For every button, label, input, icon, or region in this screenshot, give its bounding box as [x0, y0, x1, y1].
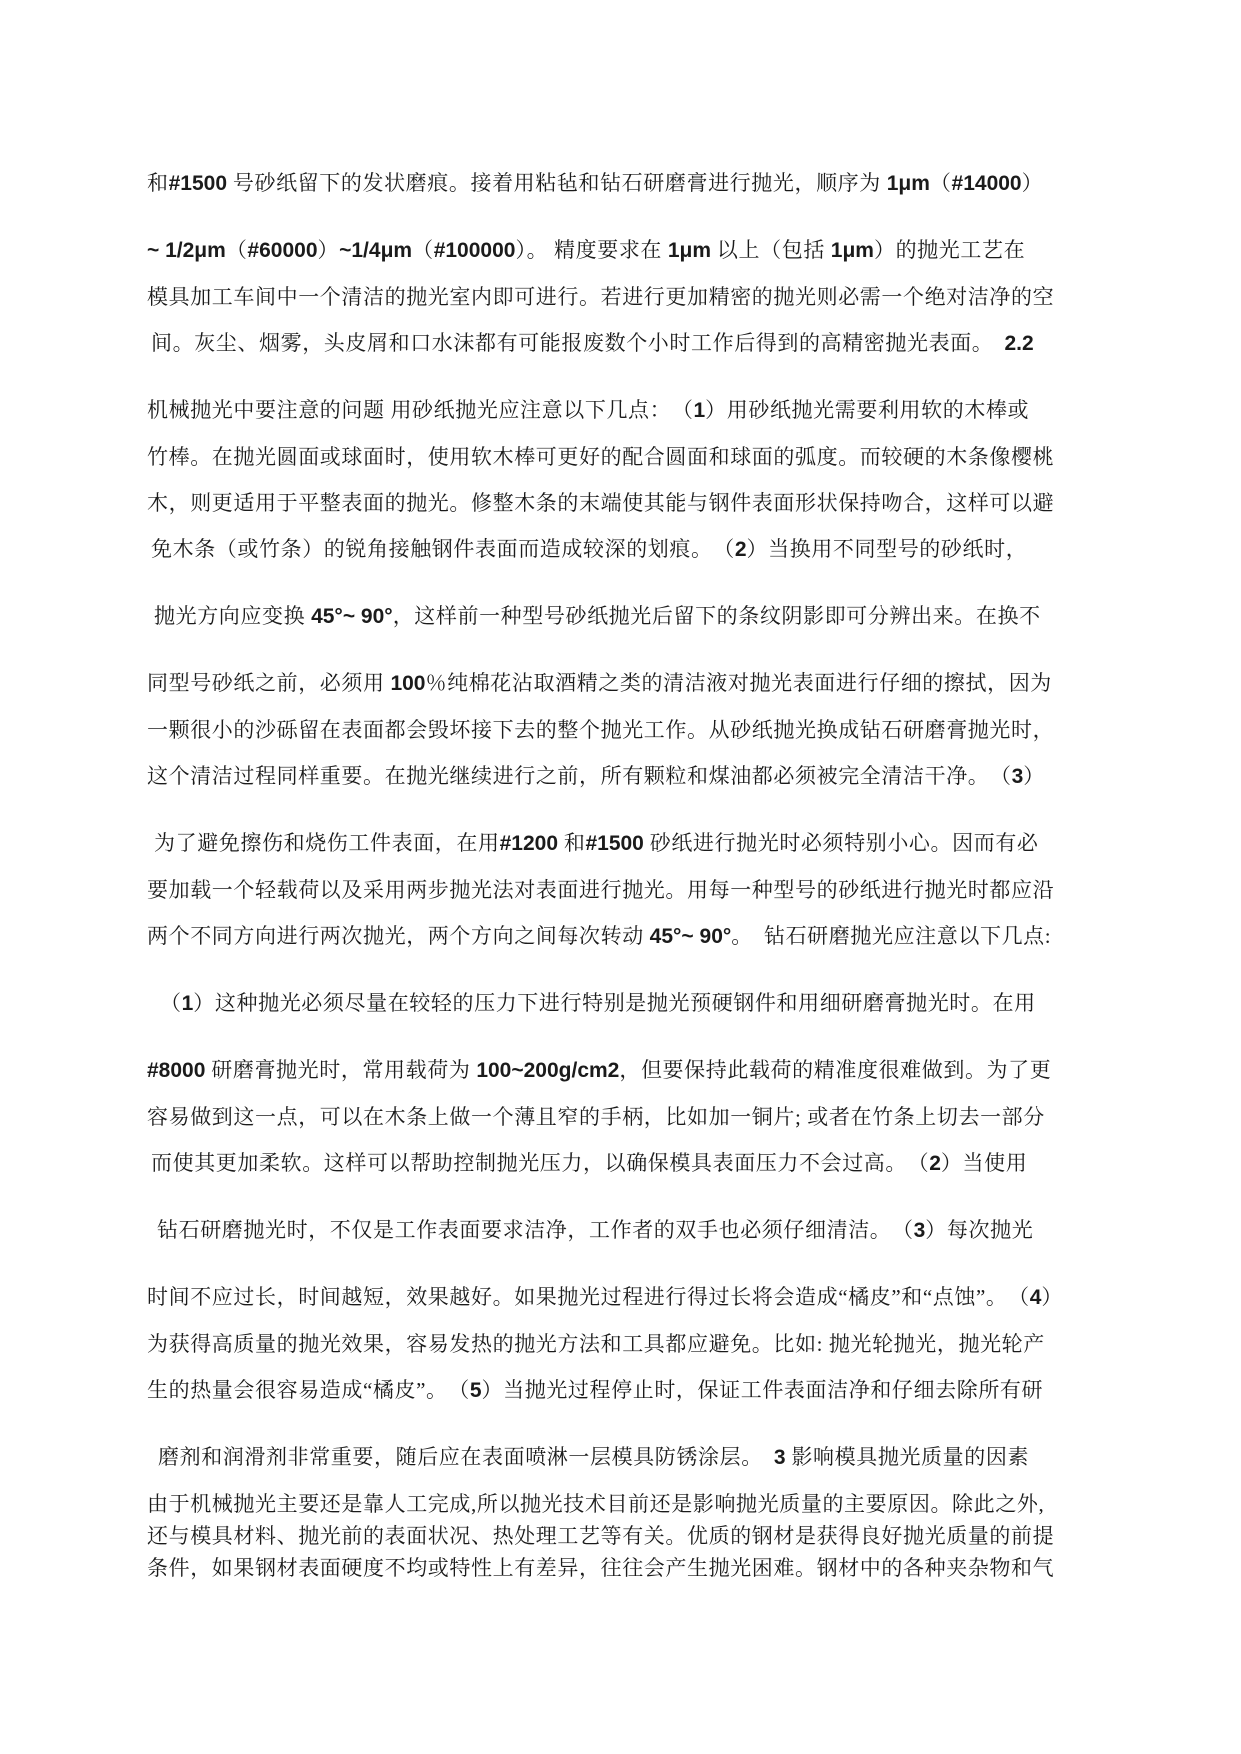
text-segment: ）当使用: [940, 1151, 1028, 1175]
text-segment-number: 3: [1011, 765, 1024, 788]
text-line: [147, 668, 1067, 699]
text-segment: （: [160, 991, 182, 1015]
text-line: [147, 1329, 1067, 1359]
text-line: [147, 921, 1067, 952]
text-segment-number: 2: [929, 1152, 941, 1175]
text-segment: 这个清洁过程同样重要。在抛光继续进行之前，所有颗粒和煤油都必须被完全清洁干净。 （: [147, 764, 1012, 788]
text-line: [147, 1148, 1067, 1179]
text-segment-number: 1: [693, 399, 706, 422]
text-segment: 号砂纸留下的发状磨痕。接着用粘毡和钻石研磨膏进行抛光，顺序为: [227, 171, 887, 195]
text-segment: 机械抛光中要注意的问题 用砂纸抛光应注意以下几点： （: [147, 398, 694, 422]
text-segment: 以上（包括: [711, 238, 831, 262]
text-line: [147, 875, 1067, 905]
text-segment-number: #14000: [951, 172, 1022, 195]
text-line: [147, 168, 1067, 199]
text-segment-number: 3: [913, 1219, 926, 1242]
text-line: [147, 988, 1067, 1019]
text-segment: 研磨膏抛光时，常用载荷为: [205, 1058, 477, 1082]
text-line: [147, 1055, 1067, 1086]
text-line: [147, 1282, 1067, 1313]
text-segment-number: 1μm: [667, 239, 712, 262]
text-segment: ）这种抛光必须尽量在较轻的压力下进行特别是抛光预硬钢件和用细研磨膏抛光时。在用: [193, 991, 1036, 1015]
text-segment: 免木条（或竹条）的锐角接触钢件表面而造成较深的划痕。 （: [151, 537, 735, 561]
text-segment: 生的热量会很容易造成“橘皮”。 （: [147, 1378, 470, 1402]
text-segment: 而使其更加柔软。这样可以帮助控制抛光压力，以确保模具表面压力不会过高。 （: [151, 1151, 930, 1175]
text-line: [147, 282, 1067, 312]
text-line: [147, 715, 1067, 745]
text-segment: 间。灰尘、烟雾，头皮屑和口水沫都有可能报废数个小时工作后得到的高精密抛光表面。: [151, 331, 1005, 355]
text-line: [147, 1489, 1067, 1519]
text-segment: ，这样前一种型号砂纸抛光后留下的条纹阴影即可分辨出来。在换不: [392, 604, 1041, 628]
text-segment: 为获得高质量的抛光效果，容易发热的抛光方法和工具都应避免。比如: 抛光轮抛光，抛光轮产: [147, 1332, 1045, 1356]
text-segment: ）每次抛光: [925, 1218, 1034, 1242]
text-segment: 为了避免擦伤和烧伤工件表面，在用: [154, 831, 500, 855]
text-segment: 钻石研磨抛光时，不仅是工作表面要求洁净，工作者的双手也必须仔细清洁。 （: [157, 1218, 914, 1242]
text-line: [147, 1442, 1067, 1473]
text-segment-number: 4: [1029, 1286, 1042, 1309]
text-segment: ）: [1041, 1285, 1063, 1309]
text-segment: ％纯棉花沾取酒精之类的清洁液对抛光表面进行仔细的擦拭，因为: [425, 671, 1052, 695]
text-segment: 竹棒。在抛光圆面或球面时，使用软木棒可更好的配合圆面和球面的弧度。而较硬的木条像樱桃: [147, 445, 1055, 469]
text-segment-number: 3: [773, 1446, 786, 1469]
text-segment: ，但要保持此载荷的精准度很难做到。为了更: [619, 1058, 1052, 1082]
text-segment: ）当抛光过程停止时，保证工件表面洁净和仔细去除所有研: [481, 1378, 1044, 1402]
text-line: [147, 601, 1067, 632]
text-segment: 时间不应过长，时间越短，效果越好。如果抛光过程进行得过长将会造成“橘皮”和“点蚀”。 （: [147, 1285, 1030, 1309]
text-segment: 砂纸进行抛光时必须特别小心。因而有必: [643, 831, 1039, 855]
text-segment: 。 钻石研磨抛光应注意以下几点:: [731, 924, 1052, 948]
text-line: [147, 1553, 1067, 1583]
text-segment-number: #1500: [168, 172, 228, 195]
text-line: [147, 761, 1067, 792]
text-line: [147, 1102, 1067, 1132]
text-line: [147, 395, 1067, 426]
text-segment-number: 1: [181, 992, 194, 1015]
text-line: [147, 1215, 1067, 1246]
text-segment: ）: [1023, 764, 1045, 788]
text-segment: 一颗很小的沙砾留在表面都会毁坏接下去的整个抛光工作。从砂纸抛光换成钻石研磨膏抛光时，: [147, 718, 1055, 742]
text-line: [147, 235, 1067, 266]
text-segment-number: 1μm: [886, 172, 930, 195]
text-line: [147, 534, 1067, 565]
text-segment: ）用砂纸抛光需要利用软的木棒或: [705, 398, 1030, 422]
text-segment-number: #1200: [499, 832, 559, 855]
text-segment: 由于机械抛光主要还是靠人工完成,所以抛光技术目前还是影响抛光质量的主要原因。除此之外,: [147, 1492, 1045, 1516]
text-segment-number: 100~200g/cm2: [476, 1059, 620, 1082]
document-body: [147, 168, 1067, 1583]
text-segment: 还与模具材料、抛光前的表面状况、热处理工艺等有关。优质的钢材是获得良好抛光质量的前提: [147, 1524, 1055, 1548]
text-segment: （: [412, 238, 434, 262]
text-segment-number: 5: [469, 1379, 482, 1402]
text-segment: ）: [1021, 171, 1044, 195]
text-segment-number: #100000: [433, 239, 516, 262]
text-segment: ）。 精度要求在: [515, 238, 668, 262]
text-segment: 和: [558, 831, 586, 855]
text-line: [147, 828, 1067, 859]
text-segment: 木，则更适用于平整表面的抛光。修整木条的末端使其能与钢件表面形状保持吻合，这样可以避: [147, 491, 1055, 515]
text-line: [147, 488, 1067, 518]
text-segment: 抛光方向应变换: [154, 604, 312, 628]
text-segment: 两个不同方向进行两次抛光，两个方向之间每次转动: [147, 924, 650, 948]
text-segment-number: 1μm: [830, 239, 874, 262]
text-segment: 和: [147, 171, 169, 195]
text-segment: 要加载一个轻载荷以及采用两步抛光法对表面进行抛光。用每一种型号的砂纸进行抛光时都应沿: [147, 878, 1055, 902]
text-segment-number: #8000: [147, 1059, 206, 1082]
text-segment: 条件，如果钢材表面硬度不均或特性上有差异，往往会产生抛光困难。钢材中的各种夹杂物和气: [147, 1556, 1055, 1580]
text-segment: ）: [317, 238, 340, 262]
text-segment-number: #60000: [247, 239, 318, 262]
text-segment: 影响模具抛光质量的因素: [785, 1445, 1030, 1469]
text-line: [147, 1375, 1067, 1406]
text-segment-number: ~ 1/2μm: [147, 239, 226, 262]
text-segment-number: #1500: [585, 832, 644, 855]
text-segment: （: [929, 171, 952, 195]
text-segment: 磨剂和润滑剂非常重要，随后应在表面喷淋一层模具防锈涂层。: [158, 1445, 774, 1469]
text-segment: 模具加工车间中一个清洁的抛光室内即可进行。若进行更加精密的抛光则必需一个绝对洁净的空: [147, 285, 1055, 309]
text-line: [147, 1521, 1067, 1551]
text-segment: 同型号砂纸之前，必须用: [147, 671, 391, 695]
text-segment: ）当换用不同型号的砂纸时，: [746, 537, 1028, 561]
text-segment: （: [225, 238, 248, 262]
text-segment-number: 45°~ 90°: [311, 605, 393, 628]
text-segment-number: ~1/4μm: [339, 239, 413, 262]
text-segment: 容易做到这一点，可以在木条上做一个薄且窄的手柄，比如加一铜片; 或者在竹条上切去一部分: [147, 1105, 1045, 1129]
text-segment: ）的抛光工艺在: [873, 238, 1026, 262]
text-segment-number: 2: [734, 538, 747, 561]
text-segment-number: 100: [390, 672, 426, 695]
text-segment-number: 45°~ 90°: [649, 925, 732, 948]
text-line: [147, 328, 1067, 359]
text-segment-number: 2.2: [1004, 332, 1034, 355]
text-line: [147, 442, 1067, 472]
